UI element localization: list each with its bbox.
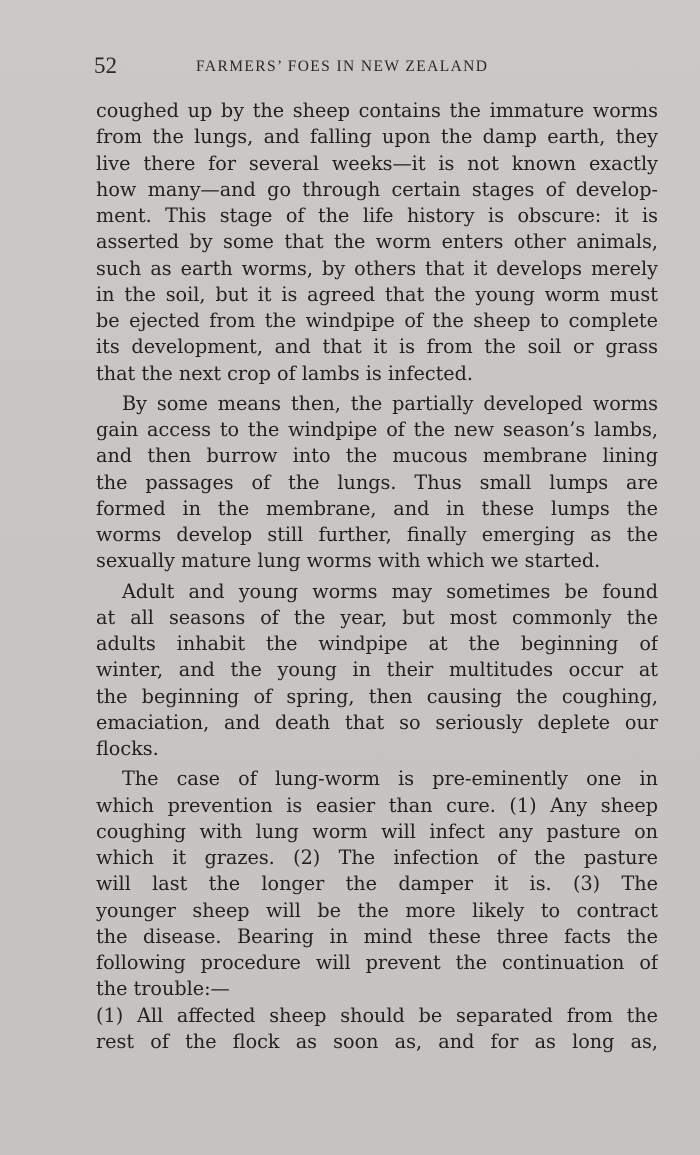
text-line: Adult and young worms may sometimes be found	[122, 579, 658, 603]
page-header	[94, 52, 660, 82]
text-line: (1) All affected sheep should be separated from the	[96, 1003, 658, 1027]
text-line: coughing with lung worm will infect any pasture on	[96, 819, 658, 843]
text-line: how many—and go through certain stages of develop-	[96, 177, 658, 201]
text-line: asserted by some that the worm enters other animals,	[96, 230, 658, 254]
text-line: at all seasons of the year, but most commonly the	[96, 605, 658, 629]
text-line: winter, and the young in their multitudes occur at	[96, 658, 658, 682]
text-line: following procedure will prevent the continuation of	[96, 951, 658, 974]
text-line: such as earth worms, by others that it develops merely	[96, 256, 658, 280]
text-line: gain access to the windpipe of the new season’s lambs,	[96, 418, 658, 441]
text-line: which prevention is easier than cure. (1) Any sheep	[96, 793, 658, 817]
running-head: FARMERS’ FOES IN NEW ZEALAND	[196, 58, 489, 75]
text-line: in the soil, but it is agreed that the young worm must	[96, 282, 658, 306]
text-line: flocks.	[96, 737, 159, 760]
text-line: formed in the membrane, and in these lumps the	[96, 496, 658, 520]
text-line: the beginning of spring, then causing the coughing,	[96, 684, 658, 708]
text-line: its development, and that it is from the soil or grass	[96, 335, 658, 359]
text-line: that the next crop of lambs is infected.	[96, 361, 474, 385]
text-line: live there for several weeks—it is not known exactly	[96, 151, 658, 175]
text-line: sexually mature lung worms with which we started.	[96, 549, 601, 573]
page-number: 52	[94, 53, 117, 78]
text-line: adults inhabit the windpipe at the beginning of	[96, 632, 658, 655]
text-line: from the lungs, and falling upon the damp earth, they	[96, 125, 658, 149]
text-line: coughed up by the sheep contains the immature worms	[96, 99, 658, 122]
text-line: the disease. Bearing in mind these three facts the	[96, 924, 658, 948]
text-line: the trouble:—	[96, 977, 230, 1001]
text-line: will last the longer the damper it is. (3) The	[96, 872, 658, 896]
text-line: emaciation, and death that so seriously deplete our	[96, 710, 658, 734]
text-line: rest of the flock as soon as, and for as long as,	[96, 1029, 658, 1053]
text-line: the passages of the lungs. Thus small lumps are	[96, 470, 658, 494]
text-line: younger sheep will be the more likely to contract	[96, 898, 658, 922]
text-line: and then burrow into the mucous membrane lining	[96, 444, 658, 468]
text-line: By some means then, the partially developed worms	[122, 391, 658, 415]
text-line: ment. This stage of the life history is obscure: it is	[96, 204, 658, 227]
text-line: which it grazes. (2) The infection of the pasture	[96, 846, 658, 869]
body-text	[96, 98, 658, 1055]
text-line: be ejected from the windpipe of the sheep to complete	[96, 309, 658, 332]
text-line: worms develop still further, finally emerging as the	[96, 523, 658, 546]
text-line: The case of lung-worm is pre-eminently one in	[122, 767, 658, 791]
